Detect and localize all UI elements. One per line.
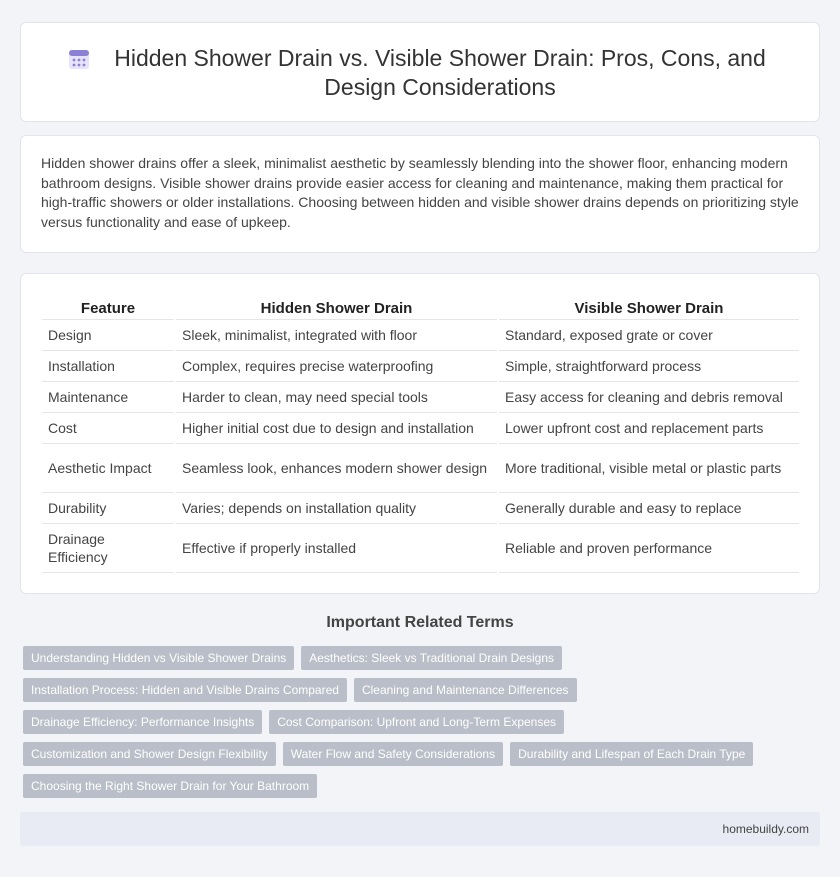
comparison-table	[42, 293, 799, 573]
table-row	[42, 381, 799, 412]
table-cell: Design	[42, 319, 175, 350]
table-row	[42, 412, 799, 443]
table-row	[42, 443, 799, 492]
table-cell: Varies; depends on installation quality	[175, 492, 498, 523]
table-row	[42, 319, 799, 350]
page-title: Hidden Shower Drain vs. Visible Shower Drain: Pros, Cons, and Design Considerations	[114, 45, 766, 100]
header-visible-drain: Visible Shower Drain	[498, 293, 799, 319]
related-term-tag[interactable]: Cost Comparison: Upfront and Long-Term Expenses	[269, 710, 564, 734]
table-cell: Seamless look, enhances modern shower design	[175, 443, 498, 492]
table-row	[42, 350, 799, 381]
table-header-row	[42, 293, 799, 319]
related-terms-list	[23, 646, 803, 806]
related-term-tag[interactable]: Water Flow and Safety Considerations	[283, 742, 503, 766]
comparison-table-card	[20, 273, 820, 594]
related-term-tag[interactable]: Aesthetics: Sleek vs Traditional Drain Designs	[301, 646, 562, 670]
intro-paragraph: Hidden shower drains offer a sleek, minimalist aesthetic by seamlessly blending into the shower floor, enhancing modern bathroom designs. Visible shower drains provide easier access for cleaning and maintenance, making them practical for high-traffic showers or older installations. Choosing between hidden and visible shower drains depends on prioritizing style versus functionality and ease of upkeep.	[41, 155, 799, 230]
related-term-tag[interactable]: Customization and Shower Design Flexibility	[23, 742, 276, 766]
title-card	[20, 22, 820, 122]
table-cell: Reliable and proven performance	[498, 523, 799, 572]
related-term-tag[interactable]: Understanding Hidden vs Visible Shower Drains	[23, 646, 294, 670]
table-cell: Cost	[42, 412, 175, 443]
related-term-tag[interactable]: Drainage Efficiency: Performance Insights	[23, 710, 262, 734]
table-cell: Higher initial cost due to design and installation	[175, 412, 498, 443]
footer	[20, 812, 820, 846]
table-cell: Installation	[42, 350, 175, 381]
table-row	[42, 492, 799, 523]
table-cell: Lower upfront cost and replacement parts	[498, 412, 799, 443]
related-term-tag[interactable]: Durability and Lifespan of Each Drain Type	[510, 742, 753, 766]
table-cell: More traditional, visible metal or plastic parts	[498, 443, 799, 492]
table-cell: Durability	[42, 492, 175, 523]
table-cell: Drainage Efficiency	[42, 523, 175, 572]
table-cell: Standard, exposed grate or cover	[498, 319, 799, 350]
site-link[interactable]: homebuildy.com	[722, 822, 809, 836]
table-cell: Harder to clean, may need special tools	[175, 381, 498, 412]
table-cell: Sleek, minimalist, integrated with floor	[175, 319, 498, 350]
table-cell: Generally durable and easy to replace	[498, 492, 799, 523]
table-cell: Aesthetic Impact	[42, 443, 175, 492]
table-cell: Maintenance	[42, 381, 175, 412]
header-hidden-drain: Hidden Shower Drain	[175, 293, 498, 319]
table-row	[42, 523, 799, 572]
header-feature: Feature	[80, 299, 136, 317]
related-terms-heading: Important Related Terms	[326, 614, 514, 631]
table-cell: Effective if properly installed	[175, 523, 498, 572]
table-cell: Complex, requires precise waterproofing	[175, 350, 498, 381]
table-cell: Easy access for cleaning and debris removal	[498, 381, 799, 412]
related-term-tag[interactable]: Installation Process: Hidden and Visible Drains Compared	[23, 678, 347, 702]
intro-card	[20, 135, 820, 253]
related-term-tag[interactable]: Choosing the Right Shower Drain for Your Bathroom	[23, 774, 317, 798]
table-cell: Simple, straightforward process	[498, 350, 799, 381]
related-term-tag[interactable]: Cleaning and Maintenance Differences	[354, 678, 577, 702]
